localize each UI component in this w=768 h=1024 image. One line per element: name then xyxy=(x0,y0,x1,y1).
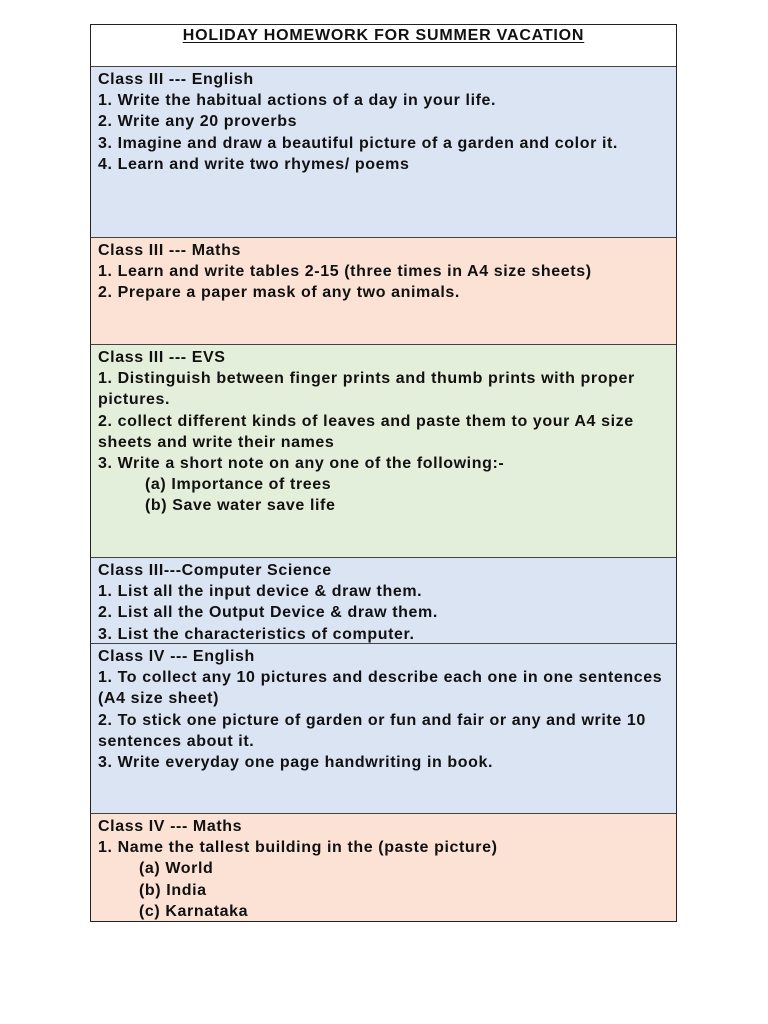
list-item: 1. Write the habitual actions of a day in your life. xyxy=(98,92,497,110)
section-class3-english xyxy=(91,67,676,238)
list-item: 1. List all the input device & draw them. xyxy=(98,583,423,601)
section-heading: Class III --- English xyxy=(98,71,254,88)
section-class4-maths xyxy=(91,814,676,921)
list-item: 3. List the characteristics of computer. xyxy=(98,625,415,643)
section-class4-english xyxy=(91,644,676,814)
sub-item: (a) World xyxy=(139,860,214,878)
section-heading: Class III --- Maths xyxy=(98,242,241,259)
section-heading: Class III --- EVS xyxy=(98,349,226,366)
list-item: 2. List all the Output Device & draw them. xyxy=(98,604,438,622)
list-item: 1. Learn and write tables 2-15 (three times in A4 size sheets) xyxy=(98,263,592,281)
sub-item: (b) Save water save life xyxy=(145,497,336,515)
section-class3-evs xyxy=(91,345,676,558)
list-item: 4. Learn and write two rhymes/ poems xyxy=(98,155,410,173)
list-item: 2. collect different kinds of leaves and paste them to your A4 size sheets and write their names xyxy=(98,412,634,451)
list-item: 1. To collect any 10 pictures and describe each one in one sentences (A4 size sheet) xyxy=(98,669,663,708)
page-title: HOLIDAY HOMEWORK FOR SUMMER VACATION xyxy=(182,27,585,44)
title-cell xyxy=(91,25,676,67)
section-class3-computer-science xyxy=(91,558,676,644)
section-class3-maths xyxy=(91,238,676,345)
sub-item: (a) Importance of trees xyxy=(145,476,332,494)
list-item: 2. Write any 20 proverbs xyxy=(98,113,298,131)
list-item: 2. To stick one picture of garden or fun and fair or any and write 10 sentences about it. xyxy=(98,711,646,750)
list-item: 1. Distinguish between finger prints and thumb prints with proper pictures. xyxy=(98,370,635,409)
homework-table xyxy=(90,24,677,922)
list-item: 1. Name the tallest building in the (paste picture) xyxy=(98,839,498,857)
section-heading: Class IV --- Maths xyxy=(98,818,243,835)
sub-item: (b) India xyxy=(139,881,207,899)
list-item: 3. Write a short note on any one of the following:- xyxy=(98,455,505,473)
list-item: 3. Imagine and draw a beautiful picture of a garden and color it. xyxy=(98,134,618,152)
list-item: 3. Write everyday one page handwriting in book. xyxy=(98,754,494,772)
section-heading: Class III---Computer Science xyxy=(98,562,332,579)
sub-item: (c) Karnataka xyxy=(139,902,249,920)
section-heading: Class IV --- English xyxy=(98,648,255,665)
list-item: 2. Prepare a paper mask of any two animals. xyxy=(98,284,460,302)
